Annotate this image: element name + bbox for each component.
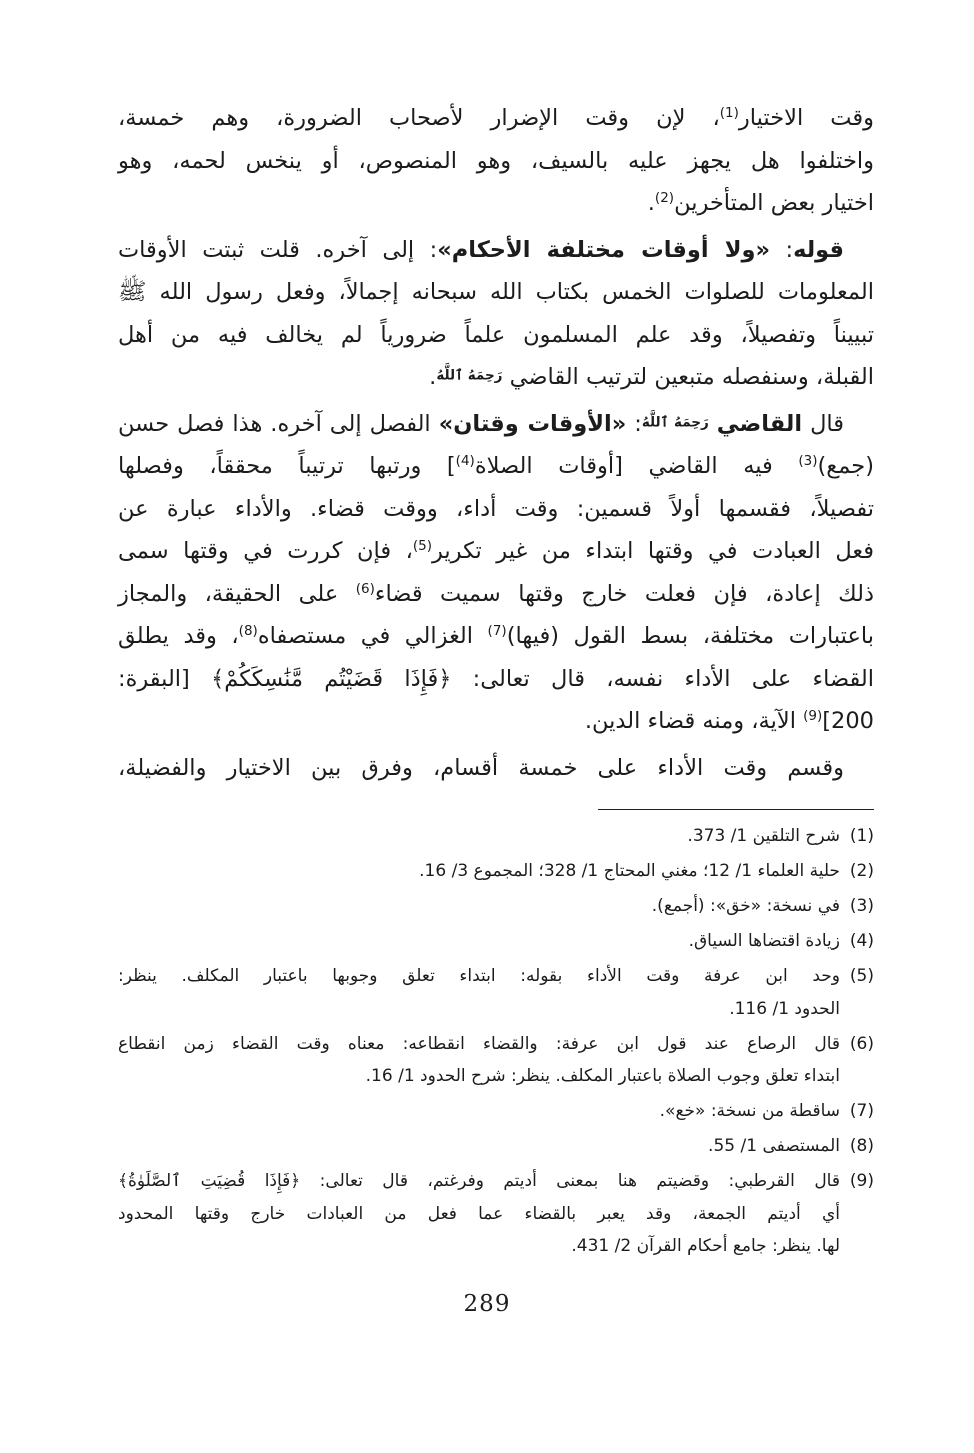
text-line xyxy=(118,356,874,399)
text-segment: وحد ابن عرفة وقت الأداء بقوله: ابتداء تعلق وجوبها باعتبار المكلف. ينظر: xyxy=(118,966,840,986)
footnote xyxy=(118,1165,874,1263)
footnote-ref: (3) xyxy=(798,452,818,469)
text-segment: فعل العبادت في وقتها ابتداء من غير تكرير xyxy=(432,538,874,564)
footnote xyxy=(118,820,874,853)
footnote-line xyxy=(118,1130,840,1163)
footnote-body xyxy=(118,1095,840,1128)
text-segment: المعلومات للصلوات الخمس بكتاب الله سبحانه إجمالاً، وفعل رسول الله xyxy=(146,279,874,305)
footnote-body xyxy=(118,960,840,1025)
text-line xyxy=(118,97,874,140)
author-name: القاضي xyxy=(716,410,803,437)
footnote-number: (9) xyxy=(849,1171,874,1191)
footnote-line xyxy=(118,925,840,958)
text-segment: قال الرصاع عند قول ابن عرفة: والقضاء انقطاعه: معناه وقت القضاء زمن انقطاع xyxy=(118,1033,840,1054)
footnote-body xyxy=(118,1165,840,1263)
footnote xyxy=(118,960,874,1025)
honorific-rahimahullah-ligature: رَحِمَهُ ٱللَّهُ xyxy=(436,367,503,384)
footnote xyxy=(118,890,874,923)
text-segment: الفصل إلى آخره. هذا فصل حسن xyxy=(118,410,439,437)
text-segment: ساقطة من نسخة: «خع». xyxy=(659,1101,840,1121)
footnote-line xyxy=(118,820,840,853)
text-segment: واختلفوا هل يجهز عليه بالسيف، وهو المنصوص، أو ينخس لحمه، وهو xyxy=(118,147,874,174)
text-line xyxy=(118,615,874,658)
text-segment: ذلك إعادة، فإن فعلت خارج وقتها سميت قضاء xyxy=(374,580,874,607)
footnote-ref: (1) xyxy=(719,104,739,121)
text-segment: القضاء على الأداء نفسه، قال تعالى: xyxy=(451,665,874,692)
footnote-number: (5) xyxy=(849,966,874,986)
main-text xyxy=(118,97,874,793)
honorific-rahimahullah-ligature: رَحِمَهُ ٱللَّهُ xyxy=(641,413,709,430)
footnote-number: (8) xyxy=(849,1136,874,1156)
text-segment: القبلة، وسنفصله متبعين لترتيب القاضي xyxy=(502,364,874,390)
footnote-line xyxy=(118,1028,840,1061)
text-segment: حلية العلماء 1/ 12؛ مغني المحتاج 1/ 328؛ المجموع 3/ 16. xyxy=(419,861,840,881)
quoted-lemma: «ولا أوقات مختلفة الأحكام» xyxy=(437,236,771,263)
footnote-body xyxy=(118,890,840,923)
footnote-body xyxy=(118,855,840,888)
text-segment: وقت الاختيار xyxy=(738,105,874,131)
text-line xyxy=(118,140,874,183)
text-segment: على الحقيقة، والمجاز xyxy=(118,580,356,607)
footnote-line xyxy=(118,855,840,888)
quran-verse: ﴿فَإِذَا قَضَيْتُم مَّنَٰسِكَكُمْ﴾ xyxy=(211,665,452,692)
text-line xyxy=(118,530,874,573)
text-segment: : إلى آخره. قلت ثبتت الأوقات xyxy=(118,236,438,263)
text-line xyxy=(118,314,874,357)
text-segment: قال القرطبي: وقضيتم هنا بمعنى أديتم وفرغتم، قال تعالى: xyxy=(300,1171,840,1191)
footnote xyxy=(118,1095,874,1128)
page-number: 289 xyxy=(463,1291,511,1317)
text-segment: باعتبارات مختلفة، بسط القول (فيها) xyxy=(506,623,875,649)
footnote-line xyxy=(118,1095,840,1128)
footnote-line xyxy=(118,1165,840,1198)
text-segment: تفصيلاً، فقسمها أولاً قسمين: وقت أداء، ووقت قضاء. والأداء عبارة عن xyxy=(118,495,874,522)
paragraph xyxy=(118,229,874,399)
text-segment: اختيار بعض المتأخرين xyxy=(674,190,874,216)
text-segment: زيادة اقتضاها السياق. xyxy=(688,931,840,951)
footnote-number: (1) xyxy=(849,826,874,846)
footnote-line xyxy=(118,1060,840,1093)
text-segment: أي أديتم الجمعة، وقد يعبر بالقضاء عما فعل من العبادات خارج وقتها المحدود xyxy=(118,1203,840,1224)
paragraph xyxy=(118,403,874,743)
quran-verse: ﴿فَإِذَا قُضِيَتِ ٱلصَّلَوٰةُ﴾ xyxy=(118,1171,301,1191)
footnote-line xyxy=(118,1230,840,1263)
text-segment: الغزالي في مستصفاه xyxy=(257,623,488,649)
paragraph xyxy=(118,97,874,225)
text-segment: [البقرة: xyxy=(118,665,212,692)
footnote-separator xyxy=(598,809,874,810)
honorific-salla-ligature: ﷺ xyxy=(118,277,147,305)
text-segment: 200] xyxy=(822,708,874,734)
footnote-ref: (9) xyxy=(803,707,823,724)
footnote-line xyxy=(118,993,840,1026)
text-segment: قال xyxy=(802,410,845,437)
footnote-number: (4) xyxy=(849,931,874,951)
footnotes xyxy=(118,820,874,1265)
footnote-body xyxy=(118,925,840,958)
footnote-ref: (5) xyxy=(412,537,432,554)
text-line xyxy=(118,182,874,225)
text-segment: الحدود 1/ 116. xyxy=(729,998,840,1019)
footnote xyxy=(118,925,874,958)
footnote-ref: (4) xyxy=(455,452,475,469)
text-segment: تبييناً وتفصيلاً، وقد علم المسلمون علماً ضرورياً لم يخالف فيه من أهل xyxy=(118,321,874,348)
text-line xyxy=(118,700,874,743)
text-segment: وقسم وقت الأداء على خمسة أقسام، وفرق بين الاختيار والفضيلة، xyxy=(118,754,844,781)
footnote-number: (7) xyxy=(849,1101,874,1121)
text-segment: شرح التلقين 1/ 373. xyxy=(687,826,840,846)
text-segment: . xyxy=(647,190,655,216)
text-segment: الآية، ومنه قضاء الدين. xyxy=(584,708,804,734)
text-segment: ، لإن وقت الإضرار لأصحاب الضرورة، وهم خمسة، xyxy=(118,105,720,131)
text-segment: المستصفى 1/ 55. xyxy=(708,1136,840,1156)
text-segment xyxy=(709,411,717,437)
footnote-line xyxy=(118,1198,840,1231)
text-segment: (جمع) xyxy=(817,453,874,479)
footnote-line xyxy=(118,960,840,993)
text-line xyxy=(118,573,874,616)
text-segment: : xyxy=(770,236,794,263)
text-segment: في نسخة: «خق»: (أجمع). xyxy=(651,896,840,916)
footnote-ref: (8) xyxy=(238,622,258,639)
text-segment: ، فإن كررت في وقتها سمى xyxy=(118,538,413,564)
text-line xyxy=(118,488,874,531)
footnote-body xyxy=(118,820,840,853)
footnote-number: (3) xyxy=(849,896,874,916)
text-line xyxy=(118,271,874,314)
text-segment: ابتداء تعلق وجوب الصلاة باعتبار المكلف. ينظر: شرح الحدود 1/ 16. xyxy=(365,1066,840,1086)
footnote-body xyxy=(118,1028,840,1093)
text-line xyxy=(118,445,874,488)
quoted-lemma: «الأوقات وقتان» xyxy=(438,410,627,437)
text-segment: : xyxy=(626,410,642,437)
text-segment: فيه القاضي [أوقات الصلاة xyxy=(474,453,799,479)
text-line xyxy=(118,658,874,701)
footnote-ref: (2) xyxy=(654,189,675,206)
footnote xyxy=(118,1130,874,1163)
footnote-ref: (7) xyxy=(487,622,507,639)
footnote xyxy=(118,855,874,888)
text-segment: لها. ينظر: جامع أحكام القرآن 2/ 431. xyxy=(571,1236,840,1256)
text-line xyxy=(118,229,874,272)
footnote-number: (2) xyxy=(849,861,874,881)
text-segment: ، وقد يطلق xyxy=(118,623,239,649)
footnote-body xyxy=(118,1130,840,1163)
lemma-label: قوله xyxy=(793,236,844,263)
text-segment: ] ورتبها ترتيباً محققاً، وفصلها xyxy=(118,453,456,479)
text-line xyxy=(118,747,874,790)
footnote-line xyxy=(118,890,840,923)
text-segment: . xyxy=(429,364,437,390)
text-line xyxy=(118,403,874,446)
footnote xyxy=(118,1028,874,1093)
paragraph xyxy=(118,747,874,790)
footnote-number: (6) xyxy=(849,1033,874,1054)
footnote-ref: (6) xyxy=(355,580,375,597)
